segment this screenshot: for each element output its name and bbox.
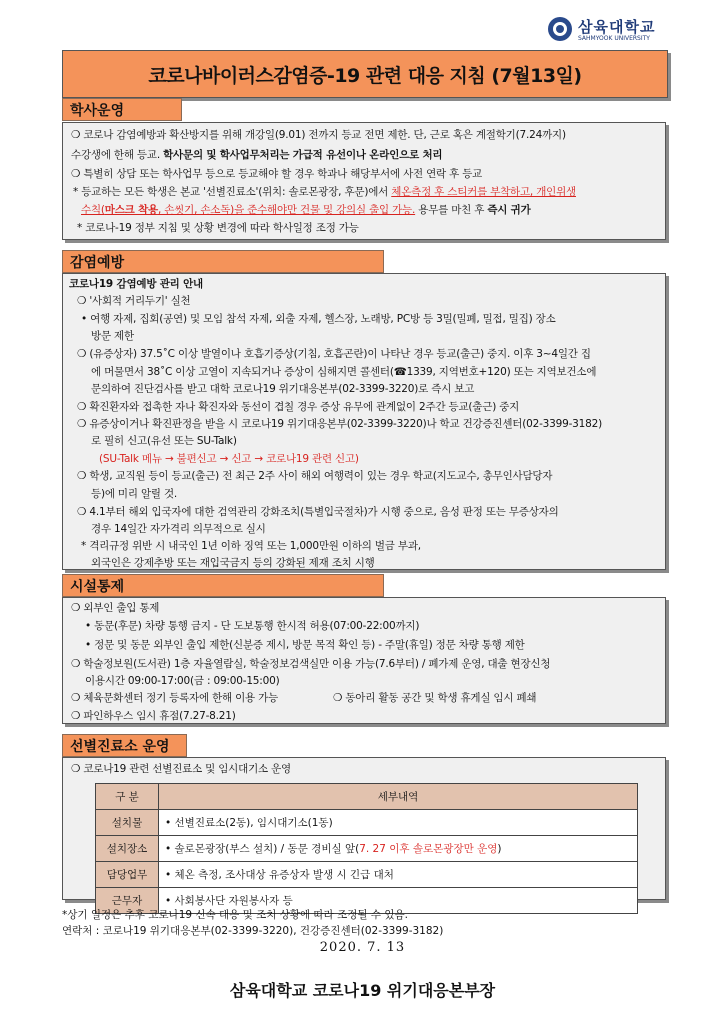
section-heading-clinic: 선별진료소 운영 (62, 734, 187, 757)
academic-line-2-text: 수강생에 한해 등교. (71, 149, 164, 161)
table-row-value-red: 7. 27 이후 솔로몬광장만 운영 (359, 843, 498, 855)
table-row-value: • 체온 측정, 조사대상 유증상자 발생 시 긴급 대처 (159, 862, 638, 888)
section-panel-prevention (62, 273, 666, 570)
document-signature: 삼육대학교 코로나19 위기대응본부장 (229, 981, 496, 1000)
prevention-line-15: * 격리규정 위반 시 내국인 1년 이하 징역 또는 1,000만원 이하의 벌금 부과, (81, 540, 421, 552)
section-heading-academic: 학사운영 (62, 98, 182, 121)
academic-line-1: ❍ 코로나 감염예방과 확산방지를 위해 개강일(9.01) 전까지 등교 전면 제한. 단, 근로 혹은 계절학기(7.24까지) (71, 129, 566, 141)
facility-line-4: ❍ 학술정보원(도서관) 1층 자율열람실, 학술정보검색실만 이용 가능(7.6부터) / 폐가제 운영, 대출 현장신청 (71, 658, 551, 670)
prevention-line-7: ❍ 확진환자와 접촉한 자나 확진자와 동선이 겹칠 경우 증상 유무에 관계없이 2주간 등교(출근) 중지 (77, 401, 520, 413)
facility-line-5: 이용시간 09:00-17:00(금 : 09:00-15:00) (85, 675, 280, 687)
table-row-key: 근무자 (96, 888, 159, 914)
table-row (96, 810, 638, 836)
prevention-line-10: (SU-Talk 메뉴 → 불편신고 → 신고 → 코로나19 관련 신고) (99, 453, 359, 465)
prevention-line-4: ❍ (유증상자) 37.5˚C 이상 발열이나 호흡기증상(기침, 호흡곤란)이 나타난 경우 등교(출근) 중지. 이후 3~4일간 집 (77, 348, 591, 360)
document-title: 코로나바이러스감염증-19 관련 대응 지침 (7월13일) (148, 64, 582, 87)
facility-line-2: • 동문(후문) 차량 통행 금지 - 단 도보통행 한시적 허용(07:00-22:00까지) (85, 620, 420, 632)
table-row (96, 836, 638, 862)
university-emblem-icon (548, 17, 572, 41)
academic-line-2 (71, 148, 442, 162)
table-header-category: 구 분 (96, 784, 159, 810)
prevention-line-1: ❍ '사회적 거리두기' 실천 (77, 295, 191, 307)
academic-line-4-red: 체온측정 후 스티커를 부착하고, 개인위생 (391, 186, 576, 198)
prevention-line-3: 방문 제한 (91, 330, 134, 342)
table-row (96, 862, 638, 888)
academic-line-6: * 코로나-19 정부 지침 및 상황 변경에 따라 학사일정 조정 가능 (77, 222, 359, 234)
prevention-line-16: 외국인은 강제추방 또는 재입국금지 등의 강화된 제재 조치 시행 (91, 557, 375, 569)
footer-contact: 연락처 : 코로나19 위기대응본부(02-3399-3220), 건강증진센터(02-3399-3182) (62, 925, 444, 937)
prevention-line-12: 등)에 미리 알릴 것. (91, 488, 178, 500)
prevention-line-13: ❍ 4.1부터 해외 입국자에 대한 검역관리 강화조치(특별입국절차)가 시행 중으로, 음성 판정 또는 무증상자의 (77, 506, 559, 518)
prevention-line-6: 문의하여 진단검사를 받고 대학 코로나19 위기대응본부(02-3399-3220)로 즉시 보고 (91, 383, 475, 395)
prevention-subheading: 코로나19 감염예방 관리 안내 (69, 278, 203, 290)
prevention-line-2: • 여행 자제, 집회(공연) 및 모임 참석 자제, 외출 자제, 헬스장, 노래방, PC방 등 3밀(밀폐, 밀접, 밀집) 장소 (81, 313, 556, 325)
table-row-value-text: • 솔로몬광장(부스 설치) / 동문 경비실 앞( (165, 843, 360, 855)
table-header-details: 세부내역 (159, 784, 638, 810)
facility-line-1: ❍ 외부인 출입 통제 (71, 602, 160, 614)
prevention-line-5: 에 머물면서 38˚C 이상 고열이 지속되거나 증상이 심해지면 콜센터(☎1339, 지역번호+120) 또는 지역보건소에 (91, 366, 597, 378)
prevention-line-14: 경우 14일간 자가격리 의무적으로 실시 (91, 523, 266, 535)
university-logo (548, 16, 656, 44)
section-panel-clinic (62, 757, 666, 907)
table-row-key: 설치물 (96, 810, 159, 836)
facility-line-3: • 정문 및 동문 외부인 출입 제한(신분증 제시, 방문 목적 확인 등) - 주말(휴일) 정문 차량 통행 제한 (85, 639, 525, 651)
document-title-box (62, 50, 668, 98)
academic-line-5-go-home: 즉시 귀가 (487, 204, 531, 216)
table-row-value: • 사회봉사단 자원봉사자 등 (159, 888, 638, 914)
academic-line-5 (81, 203, 531, 217)
academic-line-5-mask: 마스크 착용 (104, 204, 158, 216)
document-date: 2020. 7. 13 (319, 940, 406, 955)
table-row-key: 설치장소 (96, 836, 159, 862)
clinic-table (95, 783, 638, 914)
academic-line-4 (73, 185, 576, 199)
section-heading-prevention: 감염예방 (62, 250, 384, 273)
academic-line-2-bold: 학사문의 및 학사업무처리는 가급적 유선이나 온라인으로 처리 (163, 149, 443, 161)
academic-line-5-d: 용무를 마친 후 (415, 204, 488, 216)
section-heading-facility: 시설통제 (62, 574, 384, 597)
academic-line-5-c: , 손씻기, 손소독)을 준수해야만 건물 및 강의실 출입 가능. (157, 204, 416, 216)
table-row-value: • 선별진료소(2동), 임시대기소(1동) (159, 810, 638, 836)
logo-name: 삼육대학교 (578, 18, 656, 36)
table-row-key: 담당업무 (96, 862, 159, 888)
clinic-line-1: ❍ 코로나19 관련 선별진료소 및 임시대기소 운영 (71, 763, 291, 775)
logo-subtitle: SAHMYOOK UNIVERSITY (578, 35, 650, 42)
prevention-line-8: ❍ 유증상이거나 확진판정을 받을 시 코로나19 위기대응본부(02-3399-3220)나 학교 건강증진센터(02-3399-3182) (77, 418, 602, 430)
facility-line-6a: ❍ 체육문화센터 정기 등록자에 한해 이용 가능 (71, 692, 279, 704)
section-panel-academic (62, 122, 666, 240)
academic-line-4-text: * 등교하는 모든 학생은 본교 '선별진료소'(위치: 솔로몬광장, 후문)에서 (73, 186, 392, 198)
prevention-line-11: ❍ 학생, 교직원 등이 등교(출근) 전 최근 2주 사이 해외 여행력이 있는 경우 학교(지도교수, 총무인사담당자 (77, 470, 553, 482)
academic-line-3: ❍ 특별히 상담 또는 학사업무 등으로 등교해야 할 경우 학과나 해당부서에 사전 연락 후 등교 (71, 168, 483, 180)
academic-line-5-a: 수칙( (81, 204, 105, 216)
section-panel-facility (62, 597, 666, 724)
prevention-line-9: 로 필히 신고(유선 또는 SU-Talk) (91, 435, 237, 447)
table-header-row (96, 784, 638, 810)
facility-line-7: ❍ 파인하우스 임시 휴점(7.27-8.21) (71, 710, 236, 722)
facility-line-6b: ❍ 동아리 활동 공간 및 학생 휴게실 임시 폐쇄 (333, 692, 537, 704)
table-row-value (159, 836, 638, 862)
table-row-value-end: ) (497, 843, 502, 855)
footer-note: *상기 일정은 추후 코로나19 신속 대응 및 조치 상황에 따라 조정될 수 있음. (62, 909, 409, 921)
